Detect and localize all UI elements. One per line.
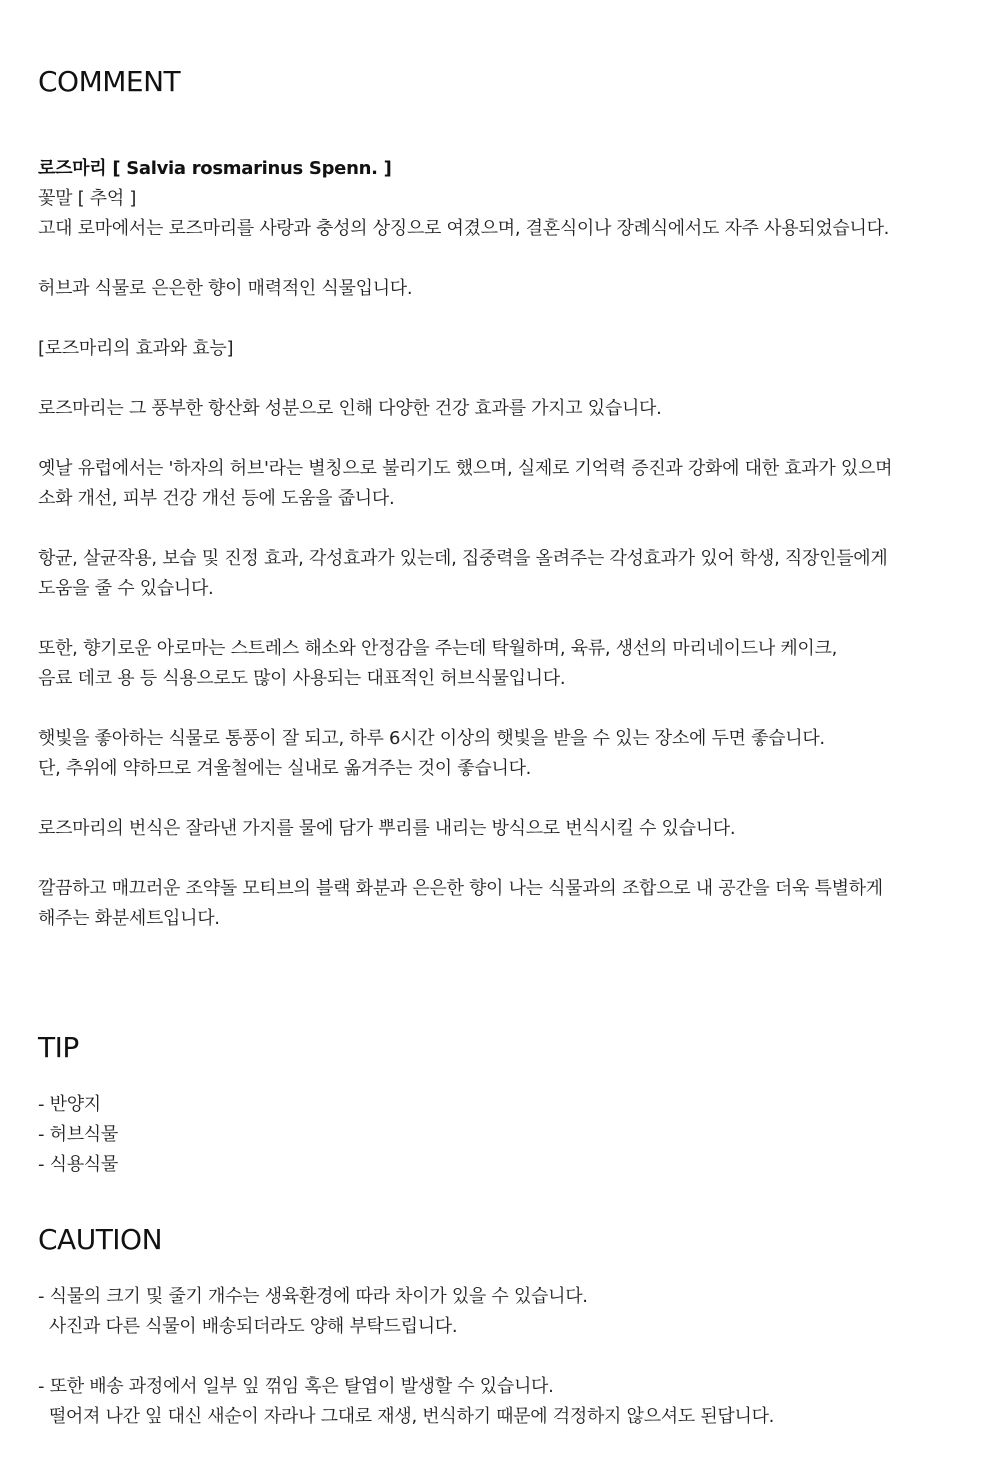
paragraph: [38, 454, 968, 514]
paragraph-line: 떨어져 나간 잎 대신 새순이 자라나 그대로 재생, 번식하기 때문에 걱정하지 않으셔도 된답니다.: [38, 1406, 775, 1427]
paragraph-gap: [38, 304, 968, 334]
paragraph-line: [로즈마리의 효과와 효능]: [38, 338, 234, 359]
tip-item: - 반양지: [38, 1094, 101, 1115]
paragraph-line: 고대 로마에서는 로즈마리를 사랑과 충성의 상징으로 여겼으며, 결혼식이나 장례식에서도 자주 사용되었습니다.: [38, 218, 890, 239]
paragraph: [38, 274, 968, 304]
flower-language: 꽃말 [ 추억 ]: [38, 188, 137, 209]
paragraph-line: 햇빛을 좋아하는 식물로 통풍이 잘 되고, 하루 6시간 이상의 햇빛을 받을 수 있는 장소에 두면 좋습니다.: [38, 728, 825, 749]
plant-title: 로즈마리 [ Salvia rosmarinus Spenn. ]: [38, 158, 392, 179]
comment-section: [38, 154, 968, 934]
paragraph-line: 사진과 다른 식물이 배송되더라도 양해 부탁드립니다.: [38, 1316, 458, 1337]
paragraph-line: 음료 데코 용 등 식용으로도 많이 사용되는 대표적인 허브식물입니다.: [38, 668, 566, 689]
paragraph-gap: [38, 1342, 968, 1372]
tip-heading: TIP: [38, 1031, 79, 1064]
paragraph-line: - 또한 배송 과정에서 일부 잎 꺾임 혹은 탈엽이 발생할 수 있습니다.: [38, 1376, 554, 1397]
tip-item: - 식용식물: [38, 1154, 118, 1175]
paragraph-line: 허브과 식물로 은은한 향이 매력적인 식물입니다.: [38, 278, 413, 299]
paragraph-gap: [38, 604, 968, 634]
paragraph: [38, 724, 968, 784]
paragraph: [38, 334, 968, 364]
paragraph-gap: [38, 514, 968, 544]
paragraph-line: 로즈마리의 번식은 잘라낸 가지를 물에 담가 뿌리를 내리는 방식으로 번식시킬 수 있습니다.: [38, 818, 736, 839]
paragraph-line: 단, 추위에 약하므로 겨울철에는 실내로 옮겨주는 것이 좋습니다.: [38, 758, 532, 779]
paragraph: [38, 544, 968, 604]
caution-heading: CAUTION: [38, 1223, 163, 1256]
caution-section: [38, 1282, 968, 1432]
paragraph-gap: [38, 244, 968, 274]
paragraph: [38, 634, 968, 694]
paragraph-line: 항균, 살균작용, 보습 및 진정 효과, 각성효과가 있는데, 집중력을 올려주는 각성효과가 있어 학생, 직장인들에게: [38, 548, 888, 569]
comment-heading: COMMENT: [38, 65, 181, 98]
paragraph: [38, 394, 968, 424]
paragraph-gap: [38, 424, 968, 454]
comment-paragraphs: [38, 214, 968, 934]
paragraph-line: 해주는 화분세트입니다.: [38, 908, 220, 929]
paragraph-gap: [38, 694, 968, 724]
paragraph: [38, 874, 968, 934]
paragraph-line: 또한, 향기로운 아로마는 스트레스 해소와 안정감을 주는데 탁월하며, 육류, 생선의 마리네이드나 케이크,: [38, 638, 838, 659]
tip-list: [38, 1090, 968, 1180]
paragraph-line: 옛날 유럽에서는 '하자의 허브'라는 별칭으로 불리기도 했으며, 실제로 기억력 증진과 강화에 대한 효과가 있으며: [38, 458, 893, 479]
paragraph-gap: [38, 364, 968, 394]
paragraph-line: 로즈마리는 그 풍부한 항산화 성분으로 인해 다양한 건강 효과를 가지고 있습니다.: [38, 398, 662, 419]
paragraph: [38, 1282, 968, 1342]
paragraph: [38, 214, 968, 244]
paragraph-gap: [38, 784, 968, 814]
paragraph-line: 도움을 줄 수 있습니다.: [38, 578, 214, 599]
tip-item: - 허브식물: [38, 1124, 118, 1145]
paragraph-line: - 식물의 크기 및 줄기 개수는 생육환경에 따라 차이가 있을 수 있습니다.: [38, 1286, 588, 1307]
paragraph: [38, 814, 968, 844]
paragraph-gap: [38, 844, 968, 874]
paragraph-line: 깔끔하고 매끄러운 조약돌 모티브의 블랙 화분과 은은한 향이 나는 식물과의 조합으로 내 공간을 더욱 특별하게: [38, 878, 883, 899]
paragraph: [38, 1372, 968, 1432]
paragraph-line: 소화 개선, 피부 건강 개선 등에 도움을 줍니다.: [38, 488, 395, 509]
